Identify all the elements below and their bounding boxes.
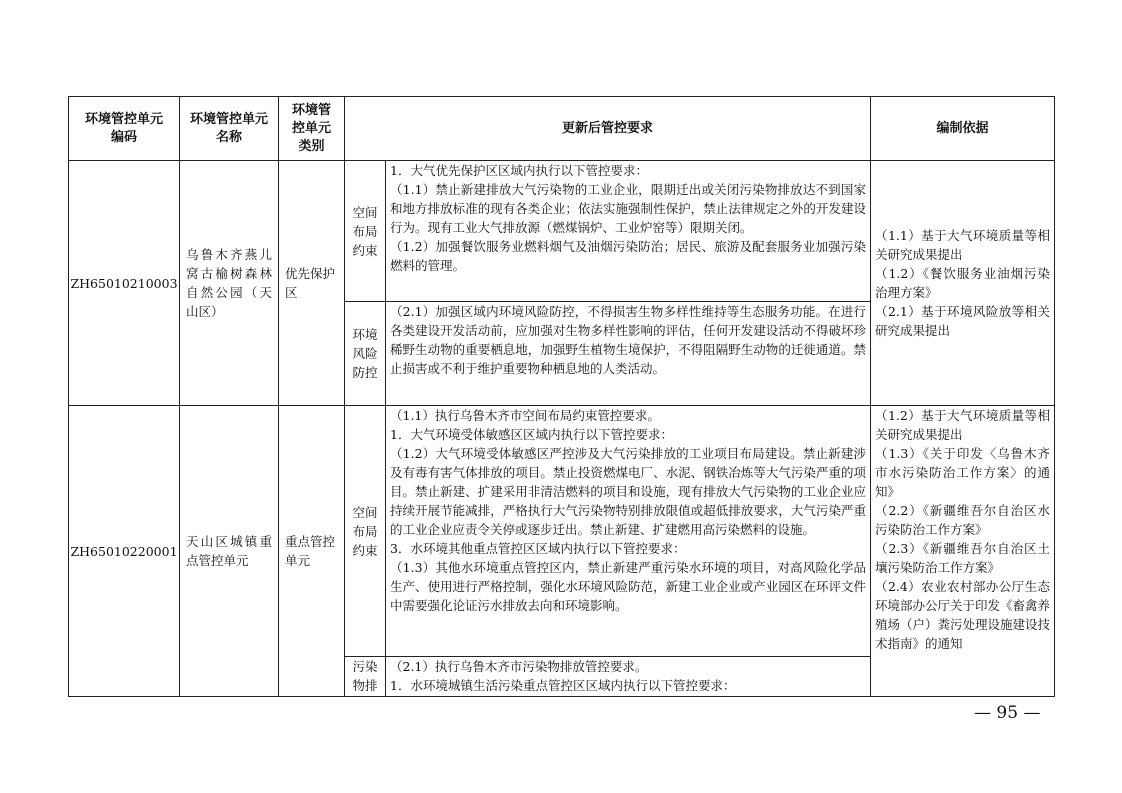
requirement-line: 1．水环境城镇生活污染重点管控区区域内执行以下管控要求：: [390, 678, 736, 693]
header-unit-code: 环境管控单元编码: [69, 97, 180, 161]
requirement-line: （1.3）其他水环境重点管控区内，禁止新建严重污染水环境的项目，对高风险化学品生产、使用进行严格控制，强化水环境风险防范，新建工业企业或产业园区在环评文件中需要强化论证污水排放去向和环境影响。: [390, 560, 867, 613]
section-requirements: [386, 657, 871, 697]
regulation-table: [68, 96, 1055, 697]
requirement-line: （1.1）禁止新建排放大气污染物的工业企业，限期迁出或关闭污染物排放达不到国家和地方排放标准的现有各类企业；依法实施强制性保护，禁止法律规定之外的开发建设行为。现有工业大气排放源（燃煤锅炉、工业炉窑等）限期关闭。: [390, 182, 867, 235]
table-row: [69, 161, 1055, 302]
requirement-line: 1．大气优先保护区区域内执行以下管控要求：: [390, 163, 648, 178]
unit-category: 重点管控单元: [279, 406, 345, 697]
unit-code: ZH65010210003: [69, 161, 180, 406]
unit-category: 优先保护区: [279, 161, 345, 406]
page-number: — 95 —: [974, 703, 1041, 723]
section-requirements: [386, 161, 871, 302]
header-requirements: 更新后管控要求: [345, 97, 871, 161]
basis-line: （2.4）农业农村部办公厅生态环境部办公厅关于印发《畜禽养殖场（户）粪污处理设施建设技术指南》的通知: [875, 579, 1051, 651]
basis-line: （1.1）基于大气环境质量等相关研究成果提出: [875, 228, 1051, 262]
section-requirements: [386, 302, 871, 406]
section-label: 空间布局约束: [345, 406, 386, 657]
requirement-line: （1.1）执行乌鲁木齐市空间布局约束管控要求。: [390, 408, 660, 423]
requirement-line: 3．水环境其他重点管控区区域内执行以下管控要求：: [390, 541, 686, 556]
basis-line: （2.1）基于环境风险放等相关研究成果提出: [875, 304, 1051, 338]
basis-line: （2.3）《新疆维吾尔自治区土壤污染防治工作方案》: [875, 541, 1051, 575]
section-requirements: [386, 406, 871, 657]
section-label: 污染物排: [345, 657, 386, 697]
basis-line: （2.2）《新疆维吾尔自治区水污染防治工作方案》: [875, 503, 1051, 537]
section-label: 空间布局约束: [345, 161, 386, 302]
table-row: [69, 406, 1055, 657]
basis-cell: [871, 161, 1055, 406]
unit-code: ZH65010220001: [69, 406, 180, 697]
header-unit-name: 环境管控单元名称: [180, 97, 279, 161]
header-unit-category: 环境管控单元类别: [279, 97, 345, 161]
requirement-line: （2.1）执行乌鲁木齐市污染物排放管控要求。: [390, 659, 648, 674]
header-basis: 编制依据: [871, 97, 1055, 161]
requirement-line: 1．大气环境受体敏感区区域内执行以下管控要求：: [390, 427, 673, 442]
requirement-line: （1.2）大气环境受体敏感区严控涉及大气污染排放的工业项目布局建设。禁止新建涉及有毒有害气体排放的项目。禁止投资燃煤电厂、水泥、钢铁冶炼等大气污染严重的项目。禁止新建、扩建采用非清洁燃料的项目和设施，现有排放大气污染物的工业企业应持续开展节能减排，严格执行大气污染物特别排放限值或超低排放要求，大气污染严重的工业企业应责令关停或逐步迁出。禁止新建、扩建燃用高污染燃料的设施。: [390, 446, 867, 537]
basis-cell: [871, 406, 1055, 697]
unit-name: 天山区城镇重点管控单元: [180, 406, 279, 697]
basis-line: （1.3）《关于印发〈乌鲁木齐市水污染防治工作方案〉的通知》: [875, 446, 1051, 499]
section-label: 环境风险防控: [345, 302, 386, 406]
basis-line: （1.2）基于大气环境质量等相关研究成果提出: [875, 408, 1051, 442]
header-row: [69, 97, 1055, 161]
unit-name: 乌鲁木齐燕儿窝古榆树森林自然公园（天山区）: [180, 161, 279, 406]
requirement-line: （2.1）加强区域内环境风险防控，不得损害生物多样性维持等生态服务功能。在进行各类建设开发活动前，应加强对生物多样性影响的评估，任何开发建设活动不得破坏珍稀野生动物的重要栖息地，加强野生植物生境保护，不得阻隔野生动物的迁徙通道。禁止损害或不利于维护重要物种栖息地的人类活动。: [390, 304, 867, 376]
basis-line: （1.2）《餐饮服务业油烟污染治理方案》: [875, 266, 1051, 300]
requirement-line: （1.2）加强餐饮服务业燃料烟气及油烟污染防治；居民、旅游及配套服务业加强污染燃料的管理。: [390, 239, 867, 273]
